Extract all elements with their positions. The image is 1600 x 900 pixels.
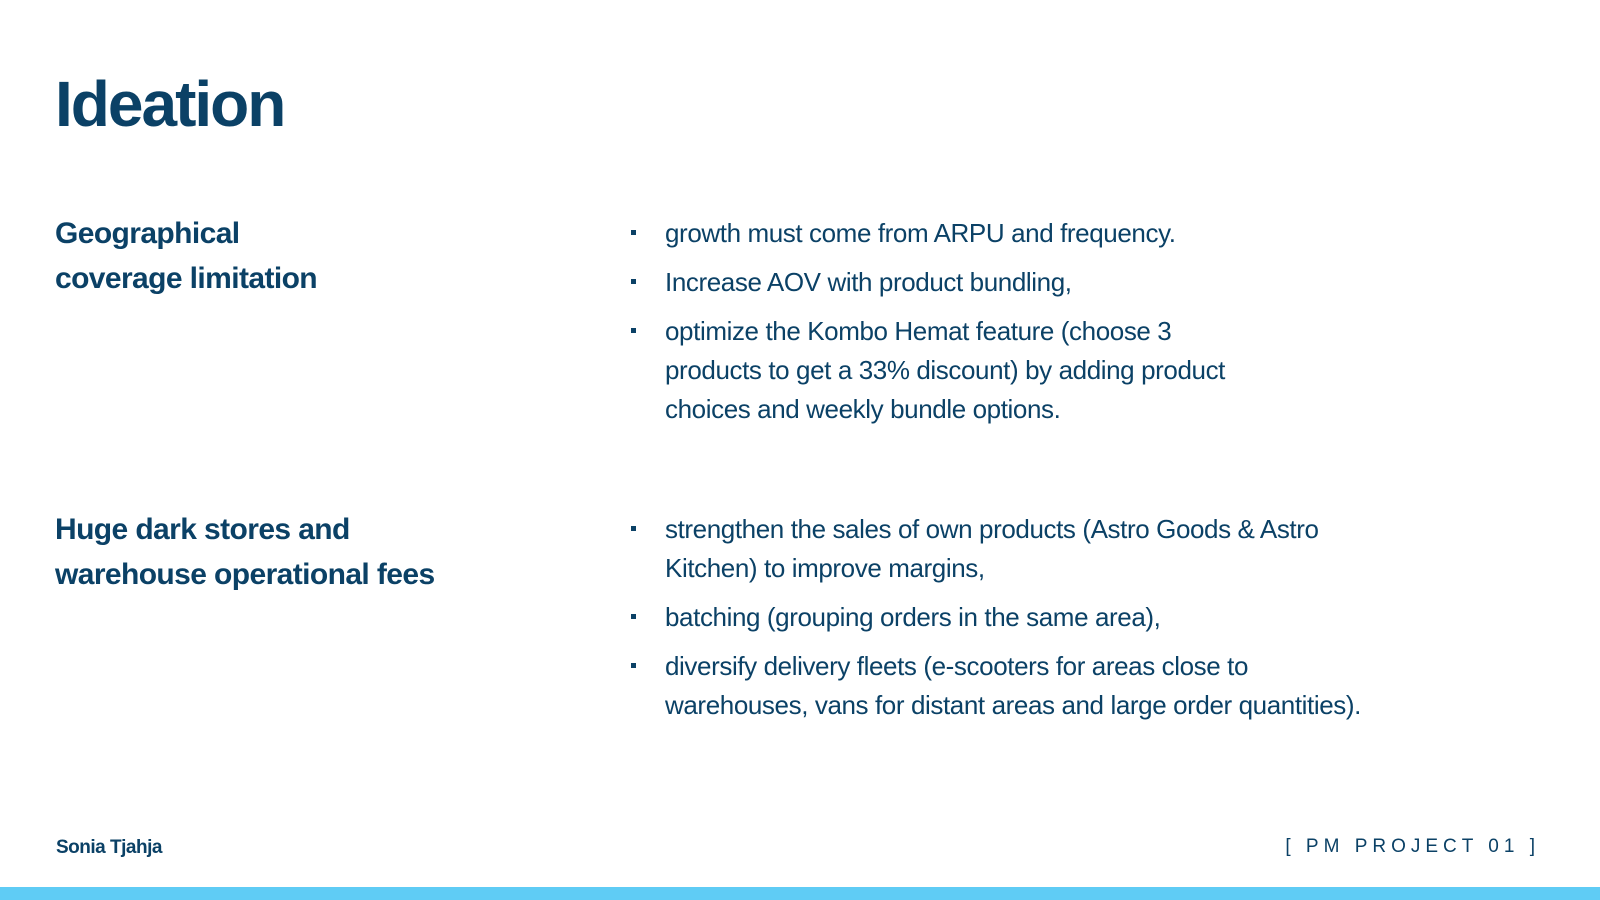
section-heading-operational-fees [55, 507, 525, 597]
bullet-item [640, 598, 1540, 637]
bullet-list-operational-fees [640, 510, 1540, 735]
bullet-item [640, 263, 1540, 302]
bullet-icon [631, 614, 636, 619]
bullet-text: batching (grouping orders in the same area), [665, 602, 1161, 632]
bullet-text: growth must come from ARPU and frequency. [665, 218, 1176, 248]
bullet-text: Increase AOV with product bundling, [665, 267, 1072, 297]
bullet-item [640, 312, 1540, 429]
bullet-text: Kitchen) to improve margins, [665, 553, 985, 583]
section-heading-line: Geographical [55, 217, 240, 250]
bullet-item [640, 214, 1540, 253]
bullet-text: strengthen the sales of own products (Astro Goods & Astro [665, 514, 1319, 544]
bullet-text: diversify delivery fleets (e-scooters for areas close to [665, 651, 1249, 681]
bullet-icon [631, 279, 636, 284]
bullet-icon [631, 526, 636, 531]
bullet-icon [631, 230, 636, 235]
section-heading-line: Huge dark stores and [55, 513, 350, 546]
bullet-text: warehouses, vans for distant areas and large order quantities). [665, 690, 1361, 720]
section-heading-geographical [55, 211, 525, 301]
bullet-item [640, 510, 1540, 588]
bullet-text: products to get a 33% discount) by adding product [665, 355, 1225, 385]
accent-bar [0, 887, 1600, 900]
bullet-text: choices and weekly bundle options. [665, 394, 1061, 424]
project-tag: [ PM PROJECT 01 ] [1285, 836, 1540, 857]
bullet-text: optimize the Kombo Hemat feature (choose 3 [665, 316, 1172, 346]
page-title: Ideation [55, 68, 285, 140]
section-heading-line: coverage limitation [55, 262, 318, 295]
author-name: Sonia Tjahja [56, 837, 162, 858]
bullet-item [640, 647, 1540, 725]
section-heading-line: warehouse operational fees [55, 558, 435, 591]
bullet-icon [631, 328, 636, 333]
bullet-list-geographical [640, 214, 1540, 439]
bullet-icon [631, 663, 636, 668]
